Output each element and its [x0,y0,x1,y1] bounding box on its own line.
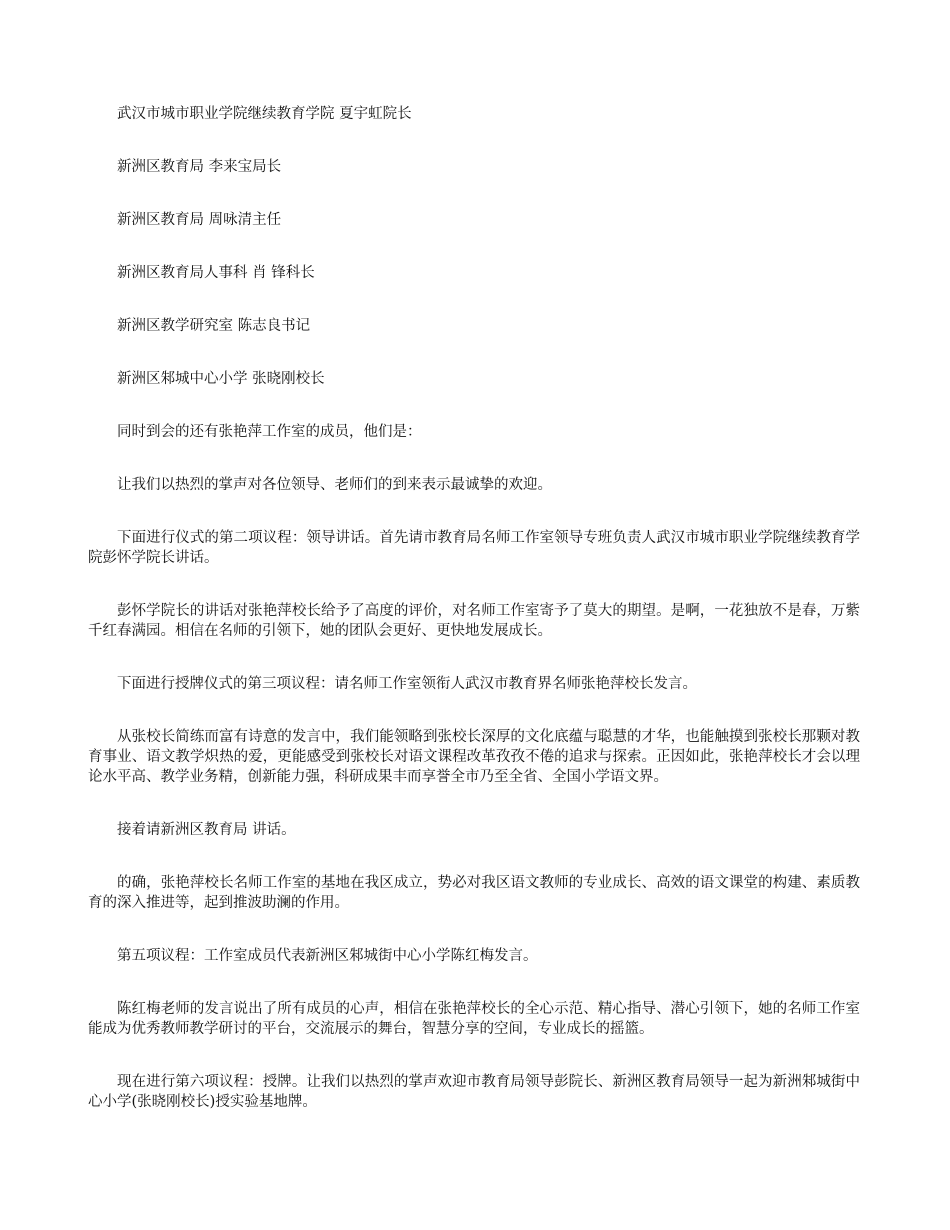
paragraph-guest-5: 新洲区教学研究室 陈志良书记 [117,318,311,334]
paragraph-members-intro: 同时到会的还有张艳萍工作室的成员，他们是： [117,424,422,440]
paragraph-guest-1: 武汉市城市职业学院继续教育学院 夏宇虹院长 [117,106,412,122]
paragraph-comment-3: 从张校长简练而富有诗意的发言中，我们能领略到张校长深厚的文化底蕴与聪慧的才华，也能触摸到张校长那颗对教育事业、语文教学炽热的爱，更能感受到张校长对语文课程改革孜孜不倦的追求与探索。正因如此，张艳萍校长才会以理论水平高、教学业务精，创新能力强，科研成果丰而享誉全市乃至全省、全国小学语文界。 [88,729,860,785]
paragraph-comment-4: 的确，张艳萍校长名师工作室的基地在我区成立，势必对我区语文教师的专业成长、高效的语文课堂的构建、素质教育的深入推进等，起到推波助澜的作用。 [88,875,860,911]
paragraph-guest-3: 新洲区教育局 周咏清主任 [117,212,282,228]
paragraph-agenda-2: 下面进行仪式的第二项议程：领导讲话。首先请市教育局名师工作室领导专班负责人武汉市城市职业学院继续教育学院彭怀学院长讲话。 [88,530,860,566]
paragraph-agenda-3: 下面进行授牌仪式的第三项议程：请名师工作室领衔人武汉市教育界名师张艳萍校长发言。 [117,676,697,692]
paragraph-welcome: 让我们以热烈的掌声对各位领导、老师们的到来表示最诚挚的欢迎。 [117,477,552,493]
paragraph-guest-4: 新洲区教育局人事科 肖 锋科长 [117,265,315,281]
paragraph-agenda-4: 接着请新洲区教育局 讲话。 [117,822,296,838]
document-body [88,104,860,1112]
paragraph-comment-5: 陈红梅老师的发言说出了所有成员的心声，相信在张艳萍校长的全心示范、精心指导、潜心引领下，她的名师工作室能成为优秀教师教学研讨的平台，交流展示的舞台，智慧分享的空间，专业成长的摇篮。 [88,1001,860,1037]
paragraph-comment-2: 彭怀学院长的讲话对张艳萍校长给予了高度的评价，对名师工作室寄予了莫大的期望。是啊，一花独放不是春，万紫千红春满园。相信在名师的引领下，她的团队会更好、更快地发展成长。 [88,603,860,639]
paragraph-guest-6: 新洲区邾城中心小学 张晓刚校长 [117,371,325,387]
paragraph-guest-2: 新洲区教育局 李来宝局长 [117,159,282,175]
paragraph-agenda-6: 现在进行第六项议程：授牌。让我们以热烈的掌声欢迎市教育局领导彭院长、新洲区教育局领导一起为新洲邾城街中心小学(张晓刚校长)授实验基地牌。 [88,1074,860,1110]
paragraph-agenda-5: 第五项议程：工作室成员代表新洲区邾城街中心小学陈红梅发言。 [117,948,538,964]
